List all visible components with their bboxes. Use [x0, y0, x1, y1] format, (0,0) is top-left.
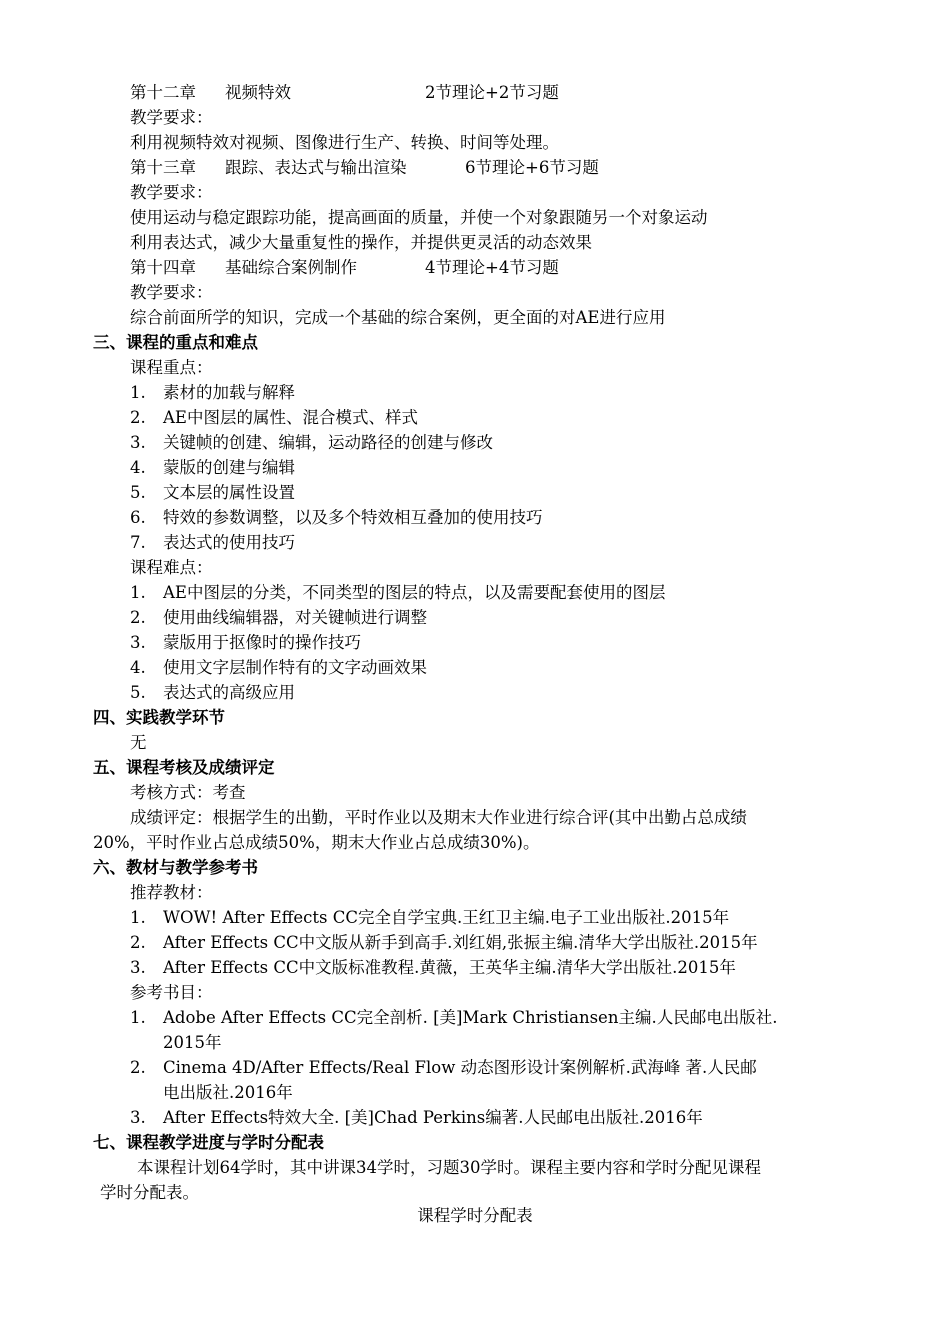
list-number: 3. — [130, 958, 146, 977]
list-number: 5. — [130, 683, 146, 702]
textbook-item: WOW! After Effects CC完全自学宝典.王红卫主编.电子工业出版社.2015年 — [163, 908, 730, 927]
grading-line: 20%，平时作业占总成绩50%，期末大作业占总成绩30%)。 — [93, 833, 540, 852]
list-number: 2. — [130, 933, 146, 952]
chapter-14-req-line: 综合前面所学的知识，完成一个基础的综合案例，更全面的对AE进行应用 — [130, 308, 666, 327]
list-number: 4. — [130, 658, 146, 677]
reference-item: After Effects特效大全. [美]Chad Perkins编著.人民邮电出版社.2016年 — [163, 1108, 703, 1127]
reference-label: 参考书目： — [130, 983, 213, 1002]
section-6-heading: 六、教材与教学参考书 — [93, 858, 258, 877]
section-5-heading: 五、课程考核及成绩评定 — [93, 758, 275, 777]
chapter-14-hours: 4节理论+4节习题 — [425, 258, 559, 277]
list-number: 3. — [130, 433, 146, 452]
list-number: 3. — [130, 1108, 146, 1127]
difficulty-item: 表达式的高级应用 — [163, 683, 295, 702]
chapter-13-req-line: 使用运动与稳定跟踪功能，提高画面的质量，并使一个对象跟随另一个对象运动 — [130, 208, 708, 227]
difficulty-item: AE中图层的分类，不同类型的图层的特点，以及需要配套使用的图层 — [163, 583, 666, 602]
key-point-item: AE中图层的属性、混合模式、样式 — [163, 408, 418, 427]
chapter-13-req-line: 利用表达式，减少大量重复性的操作，并提供更灵活的动态效果 — [130, 233, 592, 252]
list-number: 3. — [130, 633, 146, 652]
chapter-12-req-line: 利用视频特效对视频、图像进行生产、转换、时间等处理。 — [130, 133, 559, 152]
list-number: 1. — [130, 908, 146, 927]
assessment-method: 考核方式：考查 — [130, 783, 246, 802]
textbook-item: After Effects CC中文版标准教程.黄薇，王英华主编.清华大学出版社.2015年 — [163, 958, 736, 977]
section-4-heading: 四、实践教学环节 — [93, 708, 225, 727]
chapter-13-hours: 6节理论+6节习题 — [465, 158, 599, 177]
key-points-label: 课程重点： — [130, 358, 213, 377]
chapter-14-title: 基础综合案例制作 — [225, 258, 357, 277]
difficulties-label: 课程难点： — [130, 558, 213, 577]
key-point-item: 素材的加载与解释 — [163, 383, 295, 402]
chapter-12-number: 第十二章 — [130, 83, 196, 102]
textbook-label: 推荐教材： — [130, 883, 213, 902]
list-number: 4. — [130, 458, 146, 477]
difficulty-item: 蒙版用于抠像时的操作技巧 — [163, 633, 361, 652]
reference-item: Adobe After Effects CC完全剖析. [美]Mark Christiansen主编.人民邮电出版社. — [163, 1008, 778, 1027]
chapter-14-number: 第十四章 — [130, 258, 196, 277]
list-number: 1. — [130, 1008, 146, 1027]
difficulty-item: 使用文字层制作特有的文字动画效果 — [163, 658, 427, 677]
list-number: 2. — [130, 408, 146, 427]
list-number: 1. — [130, 583, 146, 602]
chapter-12-title: 视频特效 — [225, 83, 291, 102]
reference-item: Cinema 4D/After Effects/Real Flow 动态图形设计案例解析.武海峰 著.人民邮 — [163, 1058, 757, 1077]
chapter-12-req-label: 教学要求： — [130, 108, 213, 127]
chapter-14-req-label: 教学要求： — [130, 283, 213, 302]
key-point-item: 关键帧的创建、编辑，运动路径的创建与修改 — [163, 433, 493, 452]
key-point-item: 表达式的使用技巧 — [163, 533, 295, 552]
reference-item-cont: 2015年 — [163, 1033, 222, 1052]
chapter-13-number: 第十三章 — [130, 158, 196, 177]
list-number: 6. — [130, 508, 146, 527]
list-number: 7. — [130, 533, 146, 552]
chapter-13-title: 跟踪、表达式与输出渲染 — [225, 158, 407, 177]
section-7-heading: 七、课程教学进度与学时分配表 — [93, 1133, 324, 1152]
chapter-12-hours: 2节理论+2节习题 — [425, 83, 559, 102]
key-point-item: 文本层的属性设置 — [163, 483, 295, 502]
list-number: 2. — [130, 1058, 146, 1077]
chapter-13-req-label: 教学要求： — [130, 183, 213, 202]
list-number: 1. — [130, 383, 146, 402]
section-7-paragraph: 学时分配表。 — [100, 1183, 199, 1202]
section-3-heading: 三、课程的重点和难点 — [93, 333, 258, 352]
key-point-item: 蒙版的创建与编辑 — [163, 458, 295, 477]
section-4-text: 无 — [130, 733, 147, 752]
reference-item-cont: 电出版社.2016年 — [163, 1083, 293, 1102]
table-caption: 课程学时分配表 — [417, 1206, 533, 1225]
difficulty-item: 使用曲线编辑器，对关键帧进行调整 — [163, 608, 427, 627]
key-point-item: 特效的参数调整，以及多个特效相互叠加的使用技巧 — [163, 508, 543, 527]
section-7-paragraph: 本课程计划64学时，其中讲课34学时，习题30学时。课程主要内容和学时分配见课程 — [137, 1158, 761, 1177]
list-number: 2. — [130, 608, 146, 627]
textbook-item: After Effects CC中文版从新手到高手.刘红娟,张振主编.清华大学出版社.2015年 — [163, 933, 758, 952]
grading-line: 成绩评定：根据学生的出勤，平时作业以及期末大作业进行综合评(其中出勤占总成绩 — [130, 808, 747, 827]
list-number: 5. — [130, 483, 146, 502]
